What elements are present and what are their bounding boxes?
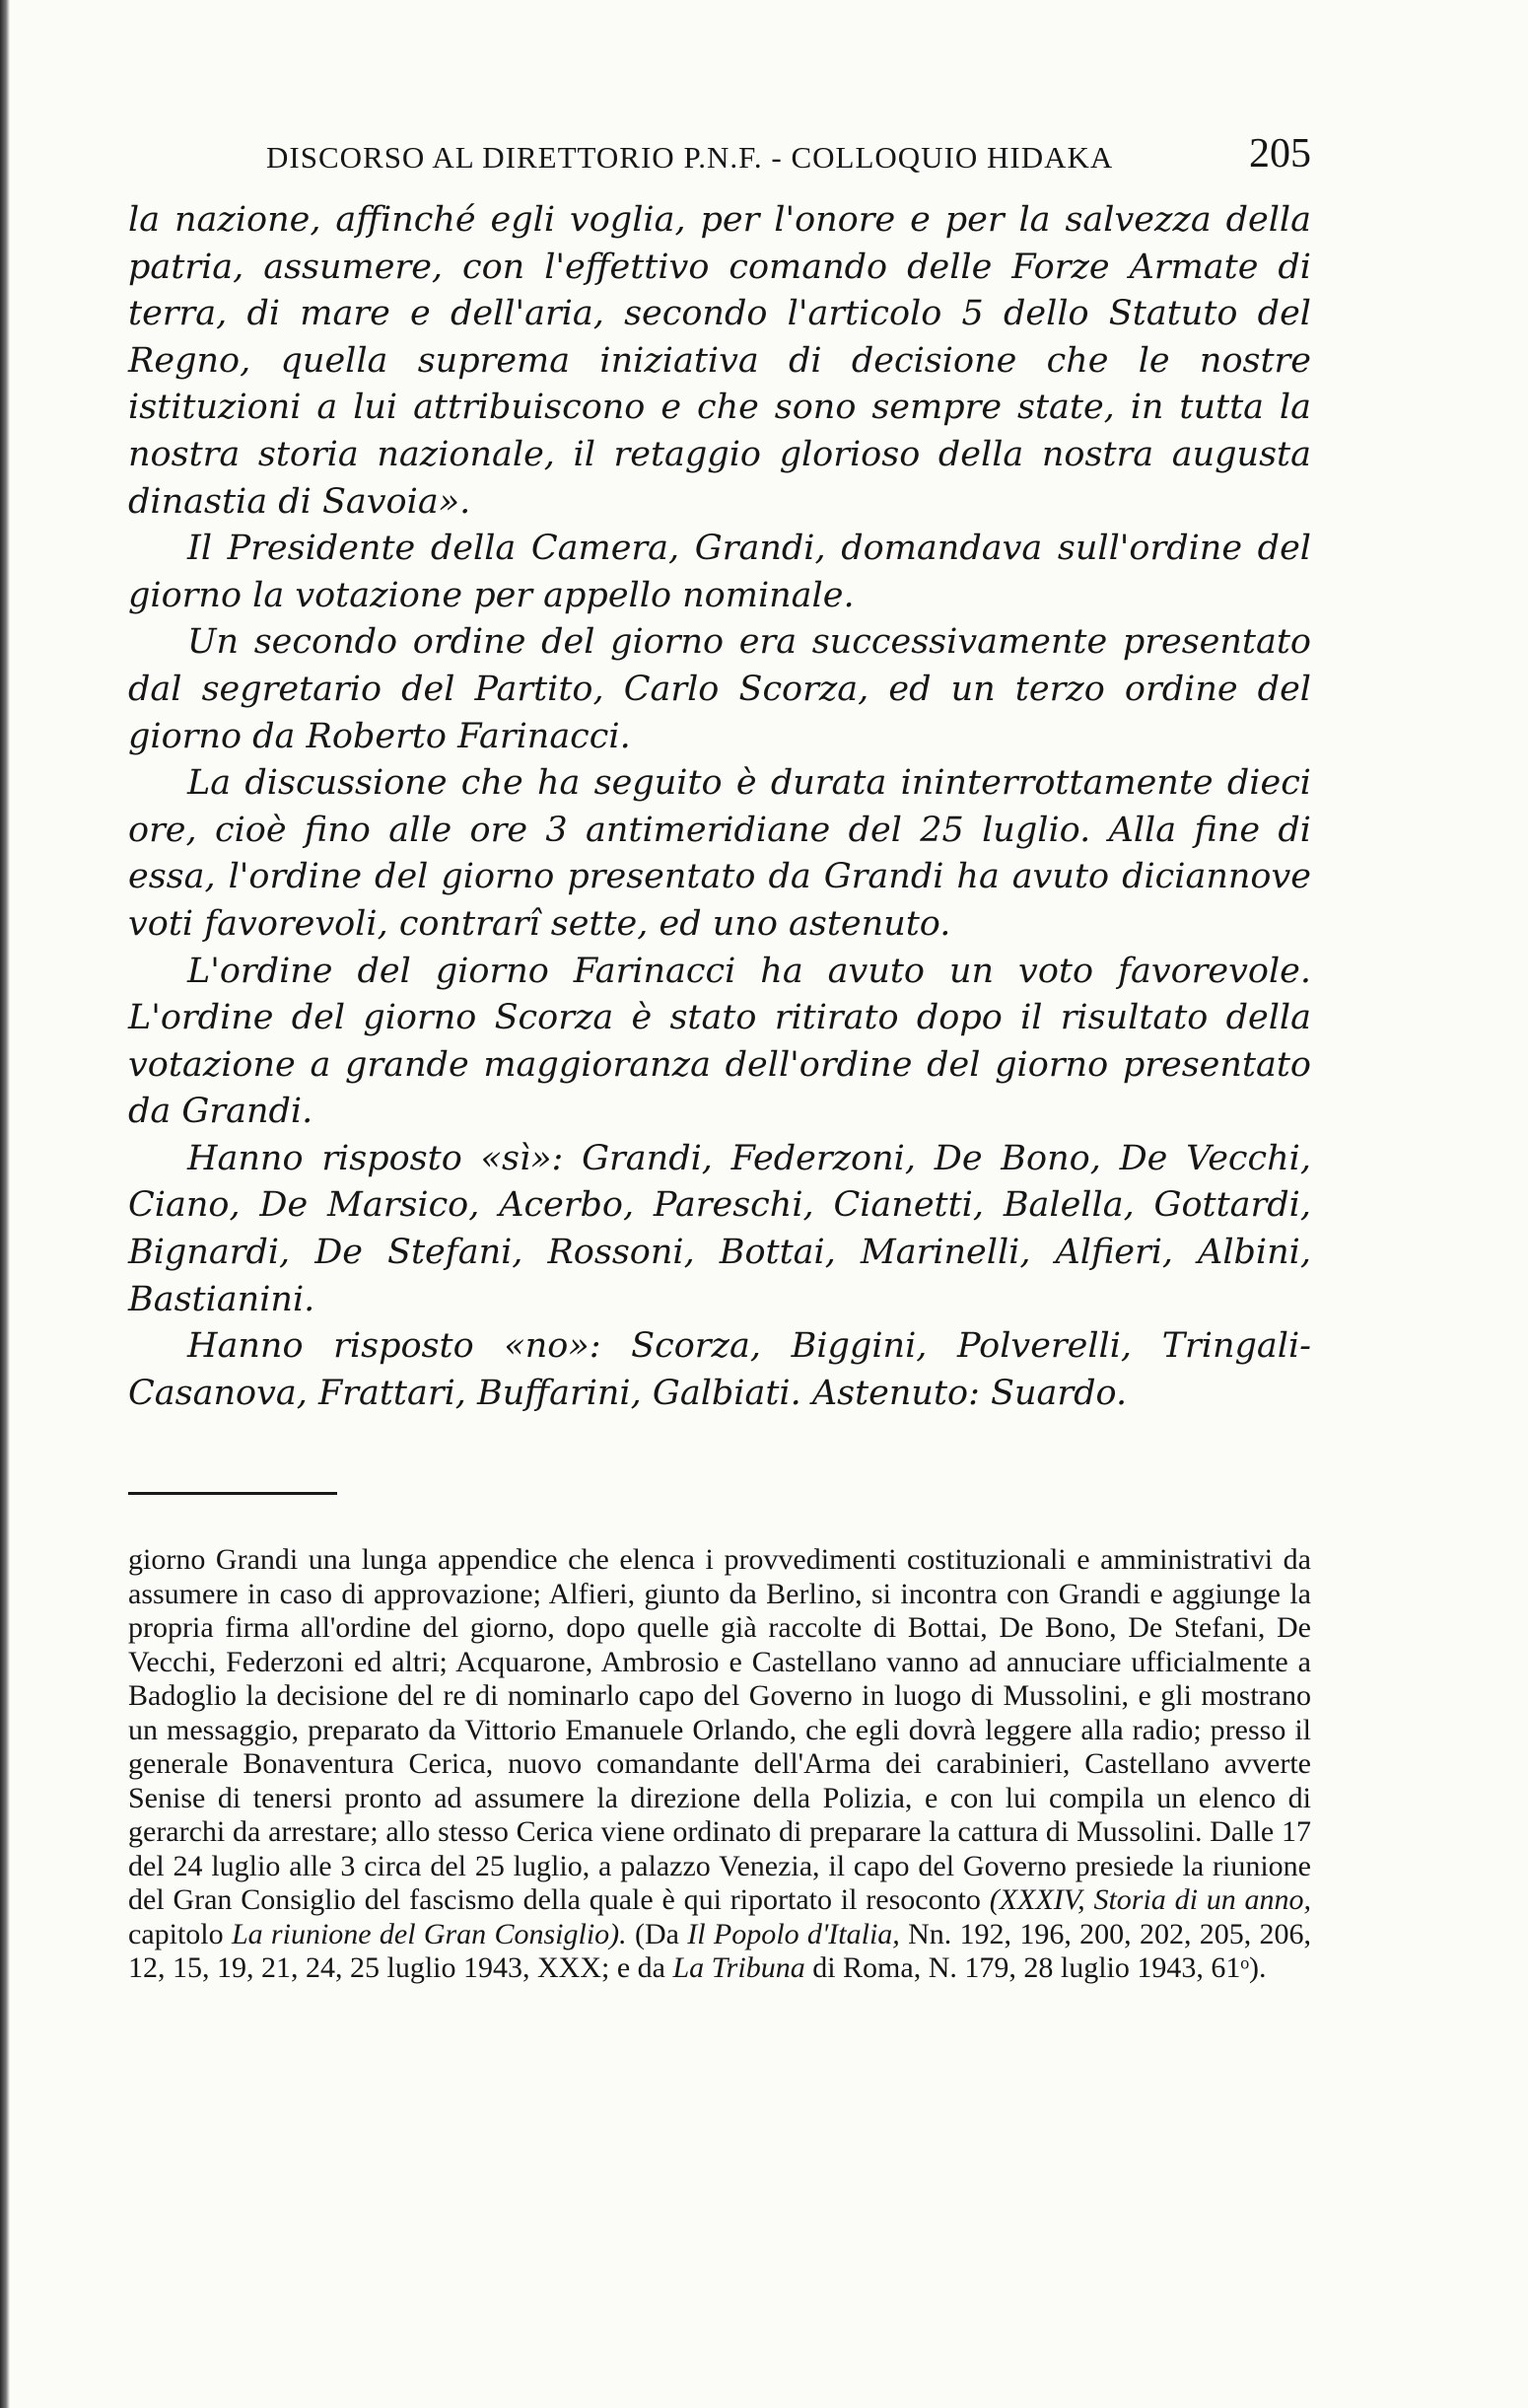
- paragraph: la nazione, affinché egli voglia, per l'onore e per la salvezza della patria, assumere, con l'effettivo comando delle Forze Armate di terra, di mare e dell'aria, secondo l'articolo 5 dello Statuto del Regno, quella suprema iniziativa di decisione che le nostre istituzioni a lui attribuiscono e che sono sempre state, in tutta la nostra storia nazionale, il retaggio glorioso della nostra augusta dinastia di Savoia».: [128, 200, 1311, 522]
- binding-shadow: [0, 0, 10, 2408]
- paragraph: Hanno risposto «sì»: Grandi, Federzoni, De Bono, De Vecchi, Ciano, De Marsico, Acerbo, Pareschi, Cianetti, Balella, Gottardi, Bignardi, De Stefani, Rossoni, Bottai, Marinelli, Alfieri, Albini, Bastianini.: [128, 1138, 1311, 1319]
- footnote-text: Nn. 192, 196, 200, 202, 205, 206, 12, 15, 19, 21, 24, 25 luglio 1943, XXX; e da: [128, 1917, 1312, 1984]
- paragraph: L'ordine del giorno Farinacci ha avuto un voto favorevole. L'ordine del giorno Scorza è stato ritirato dopo il risultato della votazione a grande maggioranza dell'ordine del giorno presentato da Grandi.: [128, 951, 1311, 1132]
- paragraph: Un secondo ordine del giorno era successivamente presentato dal segretario del Partito, Carlo Scorza, ed un terzo ordine del giorno da Roberto Farinacci.: [128, 622, 1311, 756]
- footnote: [128, 1543, 1311, 1986]
- footnote-text: giorno Grandi una lunga appendice che elenca i provvedimenti costituzionali e amministrativi da assumere in caso di approvazione; Alfieri, giunto da Berlino, si incontra con Grandi e aggiunge la propria firma all'ordine del giorno, dopo quelle già raccolte di Bottai, De Bono, De Stefani, De Vecchi, Federzoni ed altri; Acquarone, Ambrosio e Castellano vanno ad annuciare ufficialmente a Badoglio la decisione del re di nominarlo capo del Governo in luogo di Mussolini, e gli mostrano un messaggio, preparato da Vittorio Emanuele Orlando, che egli dovrà leggere alla radio; presso il generale Bonaventura Cerica, nuovo comandante dell'Arma dei carabinieri, Castellano avverte Senise di tenersi pronto ad assumere la direzione della Polizia, e con lui compila un elenco di gerarchi da arrestare; allo stesso Cerica viene ordinato di preparare la cattura di Mussolini. Dalle 17 del 24 luglio alle 3 circa del 25 luglio, a palazzo Venezia, il capo del Governo presiede la riunione del Gran Consiglio del fascismo della quale è qui riportato il resoconto: [128, 1543, 1311, 1916]
- running-title: DISCORSO AL DIRETTORIO P.N.F. - COLLOQUIO HIDAKA: [266, 140, 1114, 175]
- running-head: [266, 130, 1311, 189]
- citation-newspaper: Il Popolo d'Italia,: [687, 1917, 900, 1950]
- citation-newspaper: La Tribuna: [672, 1951, 805, 1984]
- main-text: [128, 197, 1311, 1417]
- paragraph: Hanno risposto «no»: Scorza, Biggini, Polverelli, Tringali-Casanova, Frattari, Buffarini, Galbiati. Astenuto: Suardo.: [128, 1326, 1311, 1413]
- paragraph: La discussione che ha seguito è durata ininterrottamente dieci ore, cioè fino alle ore 3 antimeridiane del 25 luglio. Alla fine di essa, l'ordine del giorno presentato da Grandi ha avuto diciannove voti favorevoli, contrarî sette, ed uno astenuto.: [128, 763, 1311, 944]
- footnote-text: di Roma, N. 179, 28 luglio 1943, 61ᵒ).: [812, 1951, 1267, 1984]
- footnote-text: (Da: [634, 1917, 679, 1950]
- page-number: 205: [1249, 131, 1311, 177]
- footnote-text: capitolo: [128, 1917, 224, 1950]
- citation-chapter: La riunione del Gran Consiglio).: [231, 1917, 627, 1950]
- footnote-divider: [128, 1492, 337, 1495]
- paragraph: Il Presidente della Camera, Grandi, domandava sull'ordine del giorno la votazione per appello nominale.: [128, 529, 1311, 615]
- citation-volume: (XXXIV, Storia di un anno,: [989, 1883, 1312, 1916]
